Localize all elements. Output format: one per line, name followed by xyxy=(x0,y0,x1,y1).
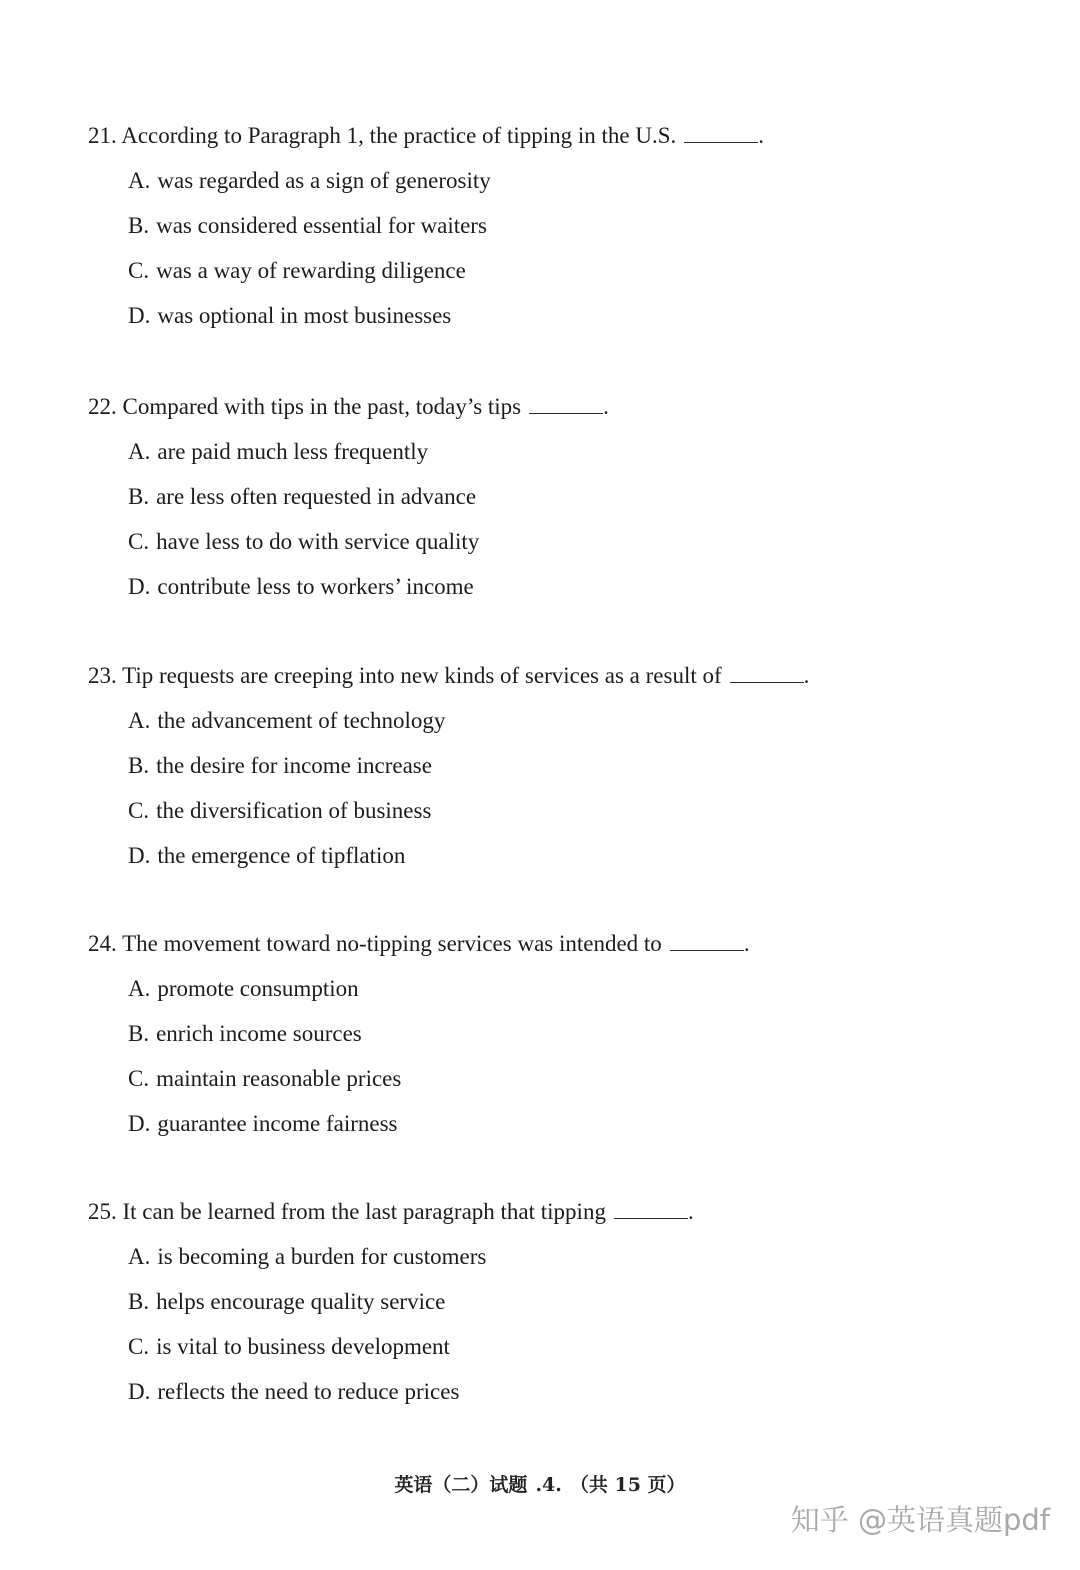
option-letter: B. xyxy=(128,753,150,778)
option-letter: C. xyxy=(128,258,150,283)
option-text: guarantee income fairness xyxy=(157,1111,398,1136)
option-letter: B. xyxy=(128,213,150,238)
option-text: enrich income sources xyxy=(156,1021,362,1046)
question-stem xyxy=(88,121,1048,151)
option-letter: B. xyxy=(128,1021,150,1046)
option-letter: C. xyxy=(128,529,150,554)
option-d xyxy=(128,1109,1048,1139)
option-c xyxy=(128,1332,1048,1362)
watermark: 知乎 @英语真题pdf xyxy=(790,1503,1050,1537)
option-text: was a way of rewarding diligence xyxy=(156,258,466,283)
option-text: the emergence of tipflation xyxy=(157,843,406,868)
option-a xyxy=(128,166,1048,196)
option-letter: A. xyxy=(128,708,151,733)
option-d xyxy=(128,841,1048,871)
question-stem xyxy=(88,661,1048,691)
stem-text: 23. Tip requests are creeping into new kinds of services as a result of xyxy=(88,663,722,688)
option-d xyxy=(128,301,1048,331)
option-b xyxy=(128,1019,1048,1049)
option-text: was optional in most businesses xyxy=(157,303,452,328)
stem-text: 21. According to Paragraph 1, the practice of tipping in the U.S. xyxy=(88,123,677,148)
option-a xyxy=(128,706,1048,736)
option-letter: C. xyxy=(128,1334,150,1359)
option-letter: D. xyxy=(128,574,151,599)
stem-period: . xyxy=(803,663,810,688)
option-text: contribute less to workers’ income xyxy=(157,574,474,599)
option-text: maintain reasonable prices xyxy=(156,1066,402,1091)
stem-period: . xyxy=(687,1199,694,1224)
stem-text: 24. The movement toward no-tipping services was intended to xyxy=(88,931,662,956)
options-list xyxy=(88,974,1048,1139)
option-letter: A. xyxy=(128,976,151,1001)
option-c xyxy=(128,256,1048,286)
option-a xyxy=(128,437,1048,467)
question-22 xyxy=(88,392,1048,617)
footer-subject: 英语（二）试题 xyxy=(394,1474,528,1496)
options-list xyxy=(88,437,1048,602)
answer-blank xyxy=(614,1204,688,1219)
option-letter: A. xyxy=(128,439,151,464)
answer-blank xyxy=(730,668,804,683)
option-c xyxy=(128,1064,1048,1094)
option-text: helps encourage quality service xyxy=(156,1289,446,1314)
options-list xyxy=(88,1242,1048,1407)
option-b xyxy=(128,1287,1048,1317)
stem-period: . xyxy=(743,931,750,956)
option-letter: C. xyxy=(128,1066,150,1091)
option-b xyxy=(128,482,1048,512)
option-letter: D. xyxy=(128,843,151,868)
option-letter: A. xyxy=(128,168,151,193)
option-letter: A. xyxy=(128,1244,151,1269)
option-text: are less often requested in advance xyxy=(156,484,477,509)
option-text: the advancement of technology xyxy=(157,708,446,733)
option-text: have less to do with service quality xyxy=(156,529,480,554)
options-list xyxy=(88,166,1048,331)
option-c xyxy=(128,796,1048,826)
answer-blank xyxy=(670,936,744,951)
option-text: promote consumption xyxy=(157,976,359,1001)
option-letter: D. xyxy=(128,1111,151,1136)
option-text: the desire for income increase xyxy=(156,753,432,778)
option-letter: D. xyxy=(128,303,151,328)
footer-total-pages: （共 15 页） xyxy=(569,1474,686,1496)
option-text: are paid much less frequently xyxy=(157,439,429,464)
option-b xyxy=(128,211,1048,241)
stem-text: 22. Compared with tips in the past, today’s tips xyxy=(88,394,522,419)
option-text: is becoming a burden for customers xyxy=(157,1244,487,1269)
option-text: is vital to business development xyxy=(156,1334,450,1359)
question-25 xyxy=(88,1197,1048,1422)
options-list xyxy=(88,706,1048,871)
option-a xyxy=(128,974,1048,1004)
option-letter: B. xyxy=(128,1289,150,1314)
option-text: was regarded as a sign of generosity xyxy=(157,168,491,193)
question-stem xyxy=(88,929,1048,959)
footer-page-number: .4. xyxy=(535,1474,562,1496)
option-d xyxy=(128,572,1048,602)
option-c xyxy=(128,527,1048,557)
stem-period: . xyxy=(603,394,609,419)
stem-period: . xyxy=(758,123,765,148)
option-letter: C. xyxy=(128,798,150,823)
question-21 xyxy=(88,121,1048,346)
answer-blank xyxy=(529,399,603,414)
question-stem xyxy=(88,1197,1048,1227)
option-d xyxy=(128,1377,1048,1407)
option-a xyxy=(128,1242,1048,1272)
option-b xyxy=(128,751,1048,781)
answer-blank xyxy=(684,128,758,143)
question-23 xyxy=(88,661,1048,886)
page-footer xyxy=(0,1470,1080,1497)
option-letter: B. xyxy=(128,484,150,509)
option-text: reflects the need to reduce prices xyxy=(157,1379,460,1404)
option-letter: D. xyxy=(128,1379,151,1404)
stem-text: 25. It can be learned from the last paragraph that tipping xyxy=(88,1199,606,1224)
option-text: was considered essential for waiters xyxy=(156,213,487,238)
option-text: the diversification of business xyxy=(156,798,432,823)
question-24 xyxy=(88,929,1048,1154)
question-stem xyxy=(88,392,1048,422)
